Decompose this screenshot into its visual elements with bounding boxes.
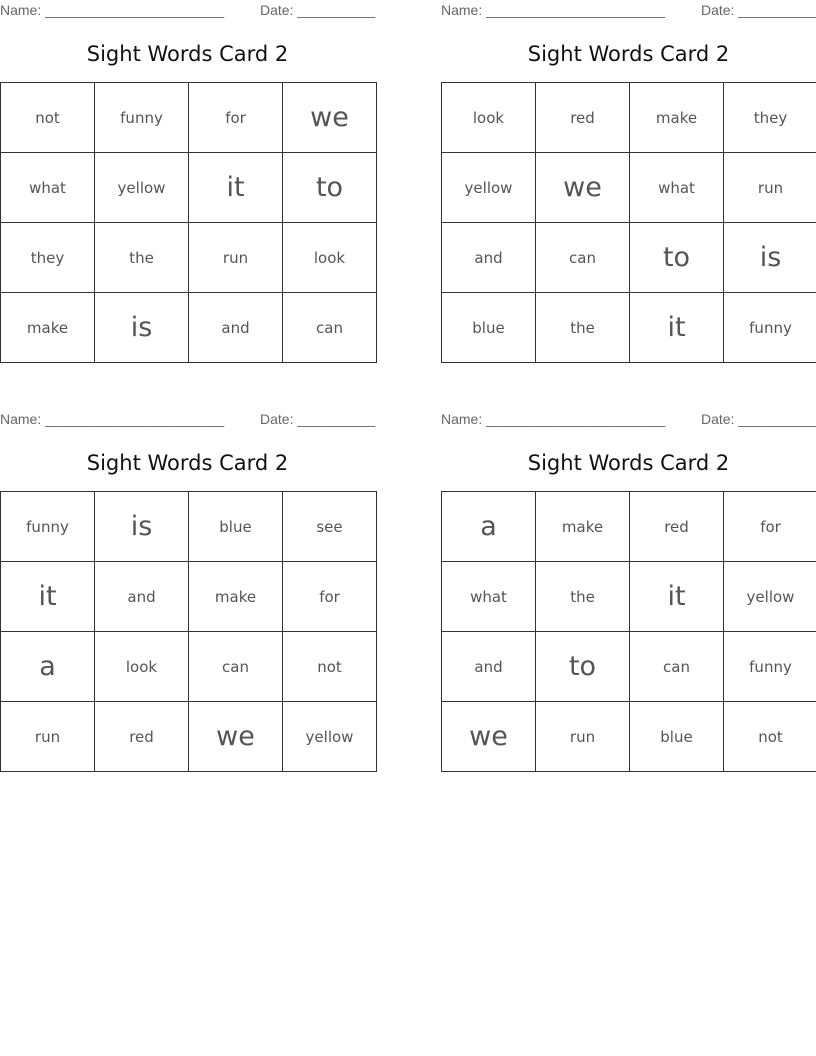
word-cell: not bbox=[724, 702, 816, 772]
word-cell: funny bbox=[1, 492, 95, 562]
name-date-line bbox=[0, 2, 375, 20]
word-cell: yellow bbox=[283, 702, 377, 772]
grid-row bbox=[442, 632, 816, 702]
word-cell: look bbox=[283, 223, 377, 293]
grid-row bbox=[442, 562, 816, 632]
word-cell: what bbox=[1, 153, 95, 223]
word-cell: make bbox=[1, 293, 95, 363]
word-cell: is bbox=[95, 492, 189, 562]
word-cell: to bbox=[630, 223, 724, 293]
name-date-line bbox=[0, 411, 375, 429]
word-cell: blue bbox=[189, 492, 283, 562]
bingo-card-1 bbox=[0, 0, 375, 364]
word-cell: for bbox=[189, 83, 283, 153]
name-date-line bbox=[441, 411, 816, 429]
word-cell: funny bbox=[95, 83, 189, 153]
grid-row bbox=[442, 492, 816, 562]
word-cell: blue bbox=[442, 293, 536, 363]
word-cell: run bbox=[189, 223, 283, 293]
word-cell: yellow bbox=[724, 562, 816, 632]
name-field-label: Name: _______________________ bbox=[441, 411, 666, 427]
word-cell: we bbox=[536, 153, 630, 223]
date-field-label: Date: __________ bbox=[701, 2, 816, 18]
word-cell: look bbox=[95, 632, 189, 702]
word-cell: run bbox=[1, 702, 95, 772]
word-cell: run bbox=[724, 153, 816, 223]
word-cell: not bbox=[283, 632, 377, 702]
word-cell: and bbox=[442, 632, 536, 702]
word-cell: is bbox=[95, 293, 189, 363]
word-cell: the bbox=[95, 223, 189, 293]
word-cell: it bbox=[1, 562, 95, 632]
grid-row bbox=[442, 83, 816, 153]
word-cell: look bbox=[442, 83, 536, 153]
date-field-label: Date: __________ bbox=[701, 411, 816, 427]
word-cell: it bbox=[630, 293, 724, 363]
word-cell: red bbox=[95, 702, 189, 772]
word-grid bbox=[0, 82, 377, 363]
word-grid bbox=[0, 491, 377, 772]
word-cell: can bbox=[536, 223, 630, 293]
grid-row bbox=[1, 83, 377, 153]
word-cell: funny bbox=[724, 632, 816, 702]
word-cell: can bbox=[283, 293, 377, 363]
name-field-label: Name: _______________________ bbox=[0, 411, 225, 427]
word-cell: see bbox=[283, 492, 377, 562]
grid-row bbox=[1, 702, 377, 772]
word-cell: red bbox=[536, 83, 630, 153]
word-cell: they bbox=[1, 223, 95, 293]
word-cell: is bbox=[724, 223, 816, 293]
grid-row bbox=[1, 293, 377, 363]
word-grid bbox=[441, 82, 816, 363]
date-field-label: Date: __________ bbox=[260, 2, 376, 18]
word-cell: to bbox=[283, 153, 377, 223]
word-cell: and bbox=[95, 562, 189, 632]
name-field-label: Name: _______________________ bbox=[0, 2, 225, 18]
word-cell: what bbox=[630, 153, 724, 223]
card-title: Sight Words Card 2 bbox=[527, 451, 730, 475]
word-cell: can bbox=[630, 632, 724, 702]
word-cell: and bbox=[442, 223, 536, 293]
word-cell: for bbox=[283, 562, 377, 632]
word-cell: make bbox=[630, 83, 724, 153]
bingo-card-4 bbox=[441, 409, 816, 773]
grid-row bbox=[442, 223, 816, 293]
word-cell: they bbox=[724, 83, 816, 153]
grid-row bbox=[442, 293, 816, 363]
card-title: Sight Words Card 2 bbox=[86, 451, 289, 475]
word-cell: make bbox=[536, 492, 630, 562]
word-grid bbox=[441, 491, 816, 772]
grid-row bbox=[1, 562, 377, 632]
grid-row bbox=[1, 632, 377, 702]
grid-row bbox=[1, 223, 377, 293]
word-cell: yellow bbox=[95, 153, 189, 223]
card-title: Sight Words Card 2 bbox=[527, 42, 730, 66]
word-cell: the bbox=[536, 293, 630, 363]
word-cell: for bbox=[724, 492, 816, 562]
word-cell: funny bbox=[724, 293, 816, 363]
word-cell: a bbox=[1, 632, 95, 702]
name-date-line bbox=[441, 2, 816, 20]
grid-row bbox=[442, 702, 816, 772]
word-cell: red bbox=[630, 492, 724, 562]
word-cell: not bbox=[1, 83, 95, 153]
word-cell: we bbox=[189, 702, 283, 772]
card-title: Sight Words Card 2 bbox=[86, 42, 289, 66]
word-cell: blue bbox=[630, 702, 724, 772]
word-cell: it bbox=[189, 153, 283, 223]
word-cell: can bbox=[189, 632, 283, 702]
word-cell: we bbox=[283, 83, 377, 153]
bingo-card-3 bbox=[0, 409, 375, 773]
word-cell: yellow bbox=[442, 153, 536, 223]
word-cell: to bbox=[536, 632, 630, 702]
word-cell: the bbox=[536, 562, 630, 632]
word-cell: run bbox=[536, 702, 630, 772]
word-cell: we bbox=[442, 702, 536, 772]
word-cell: a bbox=[442, 492, 536, 562]
grid-row bbox=[442, 153, 816, 223]
word-cell: and bbox=[189, 293, 283, 363]
bingo-card-2 bbox=[441, 0, 816, 364]
word-cell: it bbox=[630, 562, 724, 632]
grid-row bbox=[1, 153, 377, 223]
name-field-label: Name: _______________________ bbox=[441, 2, 666, 18]
word-cell: what bbox=[442, 562, 536, 632]
date-field-label: Date: __________ bbox=[260, 411, 376, 427]
grid-row bbox=[1, 492, 377, 562]
word-cell: make bbox=[189, 562, 283, 632]
